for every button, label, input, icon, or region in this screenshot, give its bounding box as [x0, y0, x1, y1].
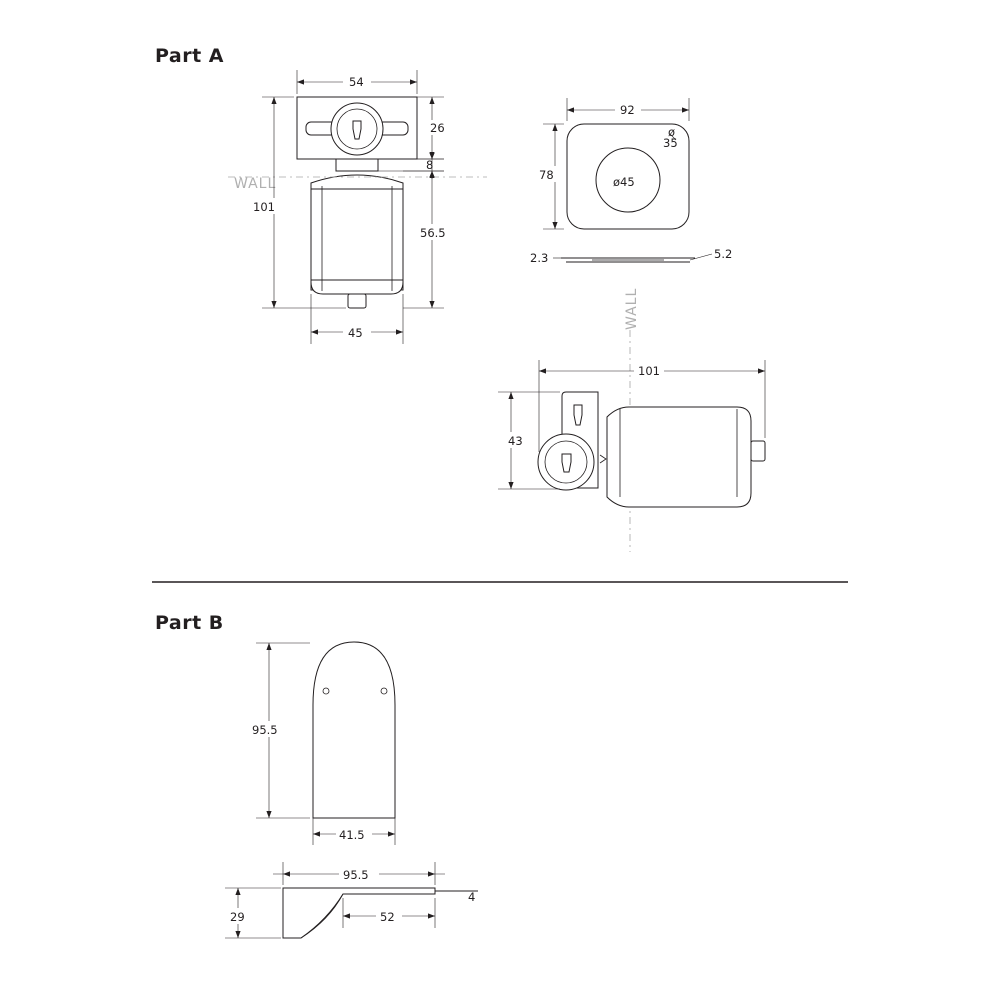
arrow-b955-bot: [266, 811, 271, 818]
side-ring-outer: [538, 434, 594, 490]
wall-label-front: WALL: [234, 176, 277, 192]
arrow-78-bot: [552, 222, 557, 229]
arrow-side101-left: [539, 368, 546, 373]
wall-label-side: WALL: [624, 287, 640, 330]
arrow-45-right: [396, 329, 403, 334]
dimtext-side101: 101: [638, 364, 660, 378]
neck: [336, 159, 378, 171]
arrow-b415-left: [313, 831, 320, 836]
arrow-b415-right: [388, 831, 395, 836]
part-b-side-profile: [283, 888, 435, 938]
dimtext-92: 92: [620, 103, 635, 117]
section-title-part-b: Part B: [155, 612, 224, 634]
arrow-43-bot: [508, 482, 513, 489]
dimtext-23: 2.3: [530, 251, 549, 265]
dimtext-35: 35: [663, 136, 678, 150]
dimtext-b955: 95.5: [252, 723, 278, 737]
body: [311, 189, 403, 290]
part-b-front-elevation: [250, 642, 395, 845]
part-a-side-elevation: [498, 288, 765, 552]
arrow-b955-top: [266, 643, 271, 650]
part-b-plate: [313, 642, 395, 818]
arrow-92-left: [567, 107, 574, 112]
dimtext-101: 101: [253, 200, 275, 214]
arrow-bs955-left: [283, 871, 290, 876]
arrow-side101-right: [758, 368, 765, 373]
arrow-54-right: [410, 79, 417, 84]
arrow-45-left: [311, 329, 318, 334]
arrow-bs955-right: [428, 871, 435, 876]
arrow-54-left: [297, 79, 304, 84]
arrow-b29-top: [235, 888, 240, 895]
arrow-43-top: [508, 392, 513, 399]
arrow-101-top: [271, 97, 276, 104]
part-b-side-elevation: [225, 862, 478, 938]
dimtext-b415: 41.5: [339, 828, 365, 842]
dimtext-b29: 29: [230, 910, 245, 924]
dimtext-35-symbol: ø: [668, 125, 676, 139]
dimtext-b4: 4: [468, 890, 476, 904]
section-title-part-a: Part A: [155, 45, 225, 67]
dimtext-8: 8: [426, 158, 434, 172]
dimtext-bs955: 95.5: [343, 868, 369, 882]
dimtext-78: 78: [539, 168, 554, 182]
nozzle: [348, 294, 366, 308]
arrow-92-right: [682, 107, 689, 112]
arrow-101-bot: [271, 301, 276, 308]
arrow-565-top: [429, 171, 434, 178]
arrow-b29-bot: [235, 931, 240, 938]
side-arrow-detail: [600, 455, 606, 463]
part-a-front-elevation: [228, 70, 487, 344]
part-a-plate-plan: [530, 98, 732, 265]
dimtext-d45: ø45: [613, 175, 635, 189]
dimtext-26: 26: [430, 121, 445, 135]
arrow-b52-left: [343, 913, 350, 918]
side-body: [607, 407, 751, 507]
side-nozzle: [751, 441, 765, 461]
lock-circle-outer: [331, 103, 383, 155]
arrow-b52-right: [428, 913, 435, 918]
dimtext-43: 43: [508, 434, 523, 448]
ext-52: [690, 254, 712, 260]
arrow-565-bot: [429, 301, 434, 308]
dimtext-45: 45: [348, 326, 363, 340]
dimtext-54: 54: [349, 75, 364, 89]
dimtext-b52: 52: [380, 910, 395, 924]
arrow-78-top: [552, 124, 557, 131]
arrow-26-top: [429, 97, 434, 104]
dimtext-52: 5.2: [714, 247, 733, 261]
body-bottom: [311, 280, 403, 294]
dimtext-565: 56.5: [420, 226, 446, 240]
